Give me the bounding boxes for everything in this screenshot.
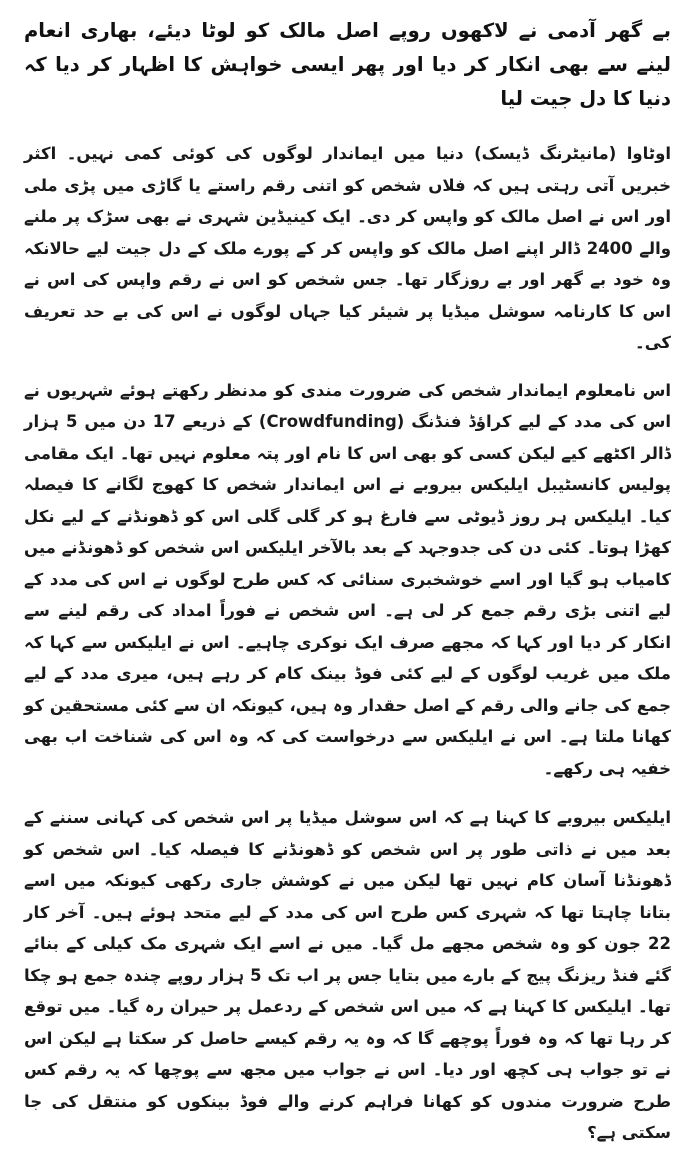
article-paragraph-3: ایلیکس بیروبے کا کہنا ہے کہ اس سوشل میڈیا پر اس شخص کی کہانی سننے کے بعد میں نے ذاتی طور پر اس شخص کو ڈھونڈنے کا فیصلہ کیا۔ اس شخص کو ڈھونڈنا آسان کام نہیں تھا لیکن میں نے کوشش جاری رکھی کیونکہ میں اسے بتانا چاہتا تھا کہ شہری کس طرح اس کی مدد کے لیے متحد ہوئے ہیں۔ آخر کار 22 جون کو وہ شخص مجھے مل گیا۔ میں نے اسے ایک شہری مک کیلی کے بنائے گئے فنڈ ریزنگ پیج کے بارے میں بتایا جس پر اب تک 5 ہزار روپے چندہ جمع ہو چکا تھا۔ ایلیکس کا کہنا ہے کہ میں اس شخص کے ردعمل پر حیران رہ گیا۔ میں توقع کر رہا تھا کہ وہ فوراً پوچھے گا کہ وہ یہ رقم کیسے حاصل کر سکتا ہے لیکن اس نے تو جواب ہی کچھ اور دیا۔ اس نے جواب میں مجھ سے پوچھا کہ یہ رقم کس طرح ضرورت مندوں کو کھانا فراہم کرنے والے فوڈ بینکوں کو منتقل کی جا سکتی ہے؟ [24, 808, 672, 1142]
article-headline: بے گھر آدمی نے لاکھوں روپے اصل مالک کو لوٹا دیئے، بھاری انعام لینے سے بھی انکار کر دیا اور پھر ایسی خواہش کا اظہار کر دیا کہ دنیا کا دل جیت لیا [24, 19, 671, 110]
article-paragraph-2: اس نامعلوم ایماندار شخص کی ضرورت مندی کو مدنظر رکھتے ہوئے شہریوں نے اس کی مدد کے لیے کراؤڈ فنڈنگ (Crowdfunding) کے ذریعے 17 دن میں 5 ہزار ڈالر اکٹھے کیے لیکن کسی کو بھی اس کا نام اور پتہ معلوم نہیں تھا۔ ایک مقامی پولیس کانسٹیبل ایلیکس بیروبے نے اس ایماندار شخص کا کھوج لگانے کا فیصلہ کیا۔ ایلیکس ہر روز ڈیوٹی سے فارغ ہو کر گلی گلی اس کو ڈھونڈنے کے لیے نکل کھڑا ہوتا۔ کئی دن کی جدوجہد کے بعد بالآخر ایلیکس اس شخص کو ڈھونڈنے میں کامیاب ہو گیا اور اسے خوشخبری سنائی کہ کس طرح لوگوں نے اس کی مدد کے لیے اتنی بڑی رقم جمع کر لی ہے۔ اس شخص نے فوراً امداد کی رقم لینے سے انکار کر دیا اور کہا کہ مجھے صرف ایک نوکری چاہیے۔ اس نے ایلیکس سے کہا کہ ملک میں غریب لوگوں کے لیے کئی فوڈ بینک کام کر رہے ہیں، میری مدد کے لیے جمع کی جانے والی رقم کے اصل حقدار وہ ہیں، کیونکہ ان سے کئی مستحقین کو کھانا ملتا ہے۔ اس نے ایلیکس سے درخواست کی کہ وہ اس کی شناخت اب بھی خفیہ ہی رکھے۔ [24, 380, 671, 778]
article-paragraph-1: اوٹاوا (مانیٹرنگ ڈیسک) دنیا میں ایماندار لوگوں کی کوئی کمی نہیں۔ اکثر خبریں آتی رہتی ہیں کہ فلاں شخص کو اتنی رقم راستے یا گاڑی میں پڑی ملی اور اس نے اصل مالک کو واپس کر دی۔ ایک کینیڈین شہری نے بھی سڑک پر ملنے والے 2400 ڈالر اپنے اصل مالک کو واپس کر کے پورے ملک کے دل جیت لیے حالانکہ وہ خود بے گھر اور بے روزگار تھا۔ جس شخص کو اس نے رقم واپس کی اس نے اس کا کارنامہ سوشل میڈیا پر شیئر کیا جہاں لوگوں نے اس کی بے حد تعریف کی۔ [24, 144, 671, 352]
